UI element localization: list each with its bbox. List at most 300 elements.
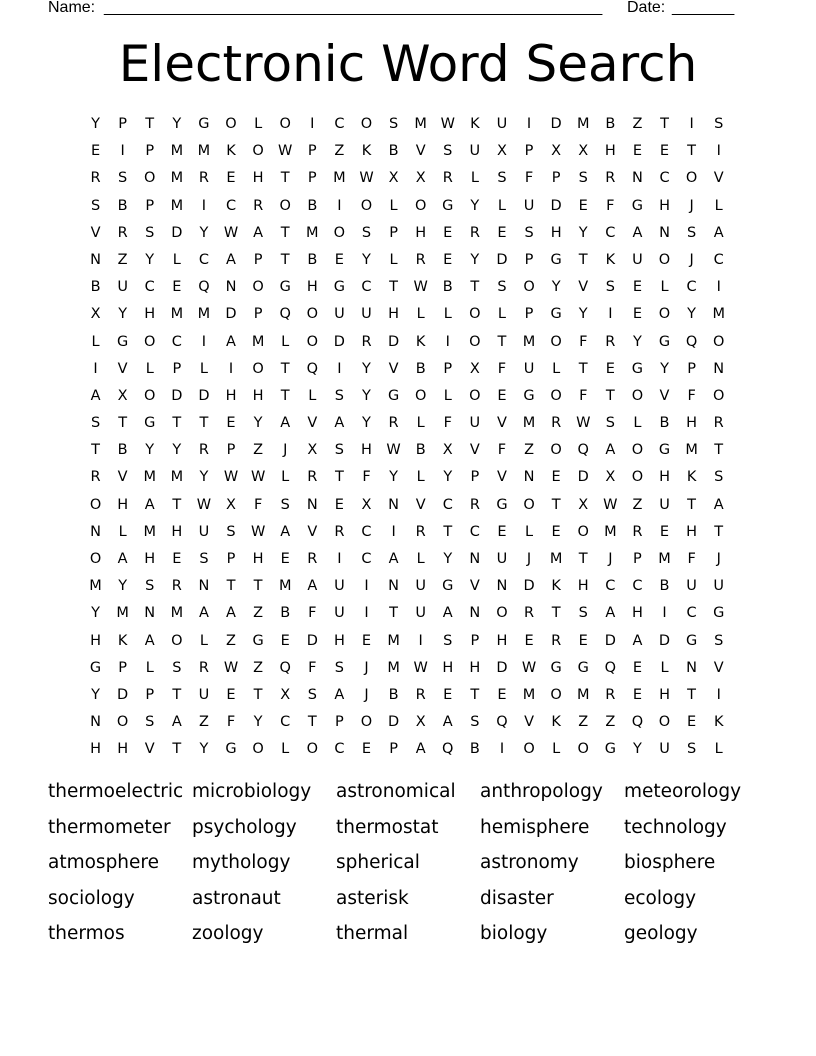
grid-cell[interactable]: L (660, 279, 669, 296)
grid-cell[interactable]: T (199, 415, 209, 432)
grid-cell[interactable]: L (714, 741, 723, 758)
grid-cell[interactable]: D (117, 686, 129, 703)
grid-cell[interactable]: E (605, 360, 615, 377)
grid-cell[interactable]: S (334, 659, 344, 676)
grid-cell[interactable]: R (605, 333, 616, 350)
grid-cell[interactable]: S (388, 116, 399, 132)
grid-cell[interactable]: Y (253, 714, 263, 731)
grid-cell[interactable]: M (685, 442, 698, 459)
grid-cell[interactable]: G (442, 197, 454, 214)
grid-cell[interactable]: B (90, 279, 101, 296)
grid-cell[interactable]: S (199, 551, 209, 567)
grid-cell[interactable]: A (605, 605, 616, 622)
grid-cell[interactable]: T (280, 224, 290, 241)
grid-cell[interactable]: T (578, 360, 588, 377)
grid-cell[interactable]: M (604, 523, 617, 540)
grid-cell[interactable]: V (415, 143, 426, 160)
grid-cell[interactable]: P (389, 741, 398, 758)
grid-cell[interactable]: O (712, 333, 725, 350)
grid-cell[interactable]: T (660, 116, 669, 132)
grid-cell[interactable]: S (443, 143, 453, 160)
grid-cell[interactable]: P (551, 170, 561, 187)
grid-cell[interactable]: Y (660, 360, 669, 377)
grid-cell[interactable]: P (687, 360, 696, 377)
grid-cell[interactable]: O (577, 741, 589, 758)
grid-cell[interactable]: B (415, 360, 426, 377)
grid-cell[interactable]: M (170, 143, 184, 160)
grid-cell[interactable]: H (659, 686, 670, 703)
grid-cell[interactable]: B (469, 741, 480, 758)
grid-cell[interactable]: L (552, 360, 561, 377)
grid-cell[interactable]: B (117, 442, 128, 459)
grid-cell[interactable]: L (552, 741, 561, 758)
grid-cell[interactable]: G (658, 442, 671, 459)
grid-cell[interactable]: O (631, 442, 644, 459)
grid-cell[interactable]: R (307, 469, 318, 486)
grid-cell[interactable]: Z (632, 116, 643, 132)
grid-cell[interactable]: D (333, 333, 345, 350)
grid-cell[interactable]: G (252, 632, 264, 649)
grid-cell[interactable]: V (307, 415, 318, 432)
grid-cell[interactable]: N (388, 496, 399, 513)
grid-cell[interactable]: Q (198, 279, 210, 296)
grid-cell[interactable]: M (522, 686, 536, 703)
grid-cell[interactable]: H (659, 197, 670, 214)
grid-cell[interactable]: C (280, 714, 291, 731)
grid-cell[interactable]: T (551, 605, 561, 622)
grid-cell[interactable]: M (170, 170, 184, 187)
grid-cell[interactable]: V (469, 578, 480, 595)
grid-cell[interactable]: L (416, 469, 425, 486)
grid-cell[interactable]: X (551, 143, 562, 160)
grid-cell[interactable]: B (415, 442, 426, 459)
grid-cell[interactable]: T (118, 415, 128, 432)
grid-cell[interactable]: P (226, 551, 236, 567)
grid-cell[interactable]: U (334, 306, 345, 323)
grid-cell[interactable]: V (578, 279, 589, 296)
grid-cell[interactable]: N (90, 523, 101, 540)
grid-cell[interactable]: H (469, 659, 481, 676)
grid-cell[interactable]: O (523, 496, 535, 513)
grid-cell[interactable]: O (144, 170, 156, 187)
grid-cell[interactable]: D (306, 632, 318, 649)
grid-cell[interactable]: F (687, 551, 696, 567)
grid-cell[interactable]: G (550, 659, 562, 676)
grid-cell[interactable]: L (145, 659, 154, 676)
grid-cell[interactable]: G (604, 741, 616, 758)
grid-cell[interactable]: L (470, 170, 479, 187)
grid-cell[interactable]: I (716, 686, 721, 703)
grid-cell[interactable]: M (170, 469, 184, 486)
grid-cell[interactable]: O (550, 333, 562, 350)
grid-cell[interactable]: V (469, 442, 480, 459)
grid-cell[interactable]: H (90, 741, 101, 758)
grid-cell[interactable]: O (550, 442, 562, 459)
grid-cell[interactable]: I (418, 632, 423, 649)
grid-cell[interactable]: T (91, 442, 100, 459)
grid-cell[interactable]: M (170, 197, 184, 214)
grid-cell[interactable]: G (198, 116, 210, 132)
grid-cell[interactable]: U (334, 605, 345, 622)
grid-cell[interactable]: H (496, 632, 508, 649)
grid-cell[interactable]: U (198, 686, 210, 703)
grid-cell[interactable]: H (415, 224, 427, 241)
grid-cell[interactable]: G (117, 333, 129, 350)
grid-cell[interactable]: E (659, 143, 670, 160)
grid-cell[interactable]: E (578, 197, 588, 214)
grid-cell[interactable]: Q (306, 360, 318, 377)
grid-cell[interactable]: W (196, 496, 212, 513)
grid-cell[interactable]: Y (118, 306, 128, 323)
grid-cell[interactable]: Q (685, 333, 698, 350)
grid-cell[interactable]: O (279, 116, 291, 132)
grid-cell[interactable]: O (171, 632, 183, 649)
grid-cell[interactable]: D (550, 197, 562, 214)
grid-cell[interactable]: A (442, 714, 453, 731)
grid-cell[interactable]: M (197, 143, 211, 160)
grid-cell[interactable]: L (389, 251, 398, 268)
grid-cell[interactable]: P (443, 360, 453, 377)
grid-cell[interactable]: U (496, 116, 508, 132)
grid-cell[interactable]: M (143, 523, 156, 540)
grid-cell[interactable]: R (361, 333, 372, 350)
grid-cell[interactable]: D (387, 333, 400, 350)
grid-cell[interactable]: L (254, 116, 263, 132)
grid-cell[interactable]: V (90, 224, 101, 241)
grid-cell[interactable]: S (714, 116, 724, 132)
grid-cell[interactable]: C (361, 551, 372, 567)
grid-cell[interactable]: X (226, 496, 236, 513)
grid-cell[interactable]: I (201, 333, 207, 350)
grid-cell[interactable]: Y (253, 415, 263, 432)
grid-cell[interactable]: Y (443, 469, 453, 486)
grid-cell[interactable]: O (333, 224, 346, 241)
grid-cell[interactable]: U (523, 197, 535, 214)
grid-cell[interactable]: M (116, 605, 129, 622)
grid-cell[interactable]: X (578, 496, 589, 513)
grid-cell[interactable]: L (416, 306, 425, 323)
grid-cell[interactable]: T (172, 415, 182, 432)
grid-cell[interactable]: G (333, 279, 346, 296)
grid-cell[interactable]: S (172, 659, 182, 676)
grid-cell[interactable]: E (632, 306, 642, 323)
grid-cell[interactable]: T (578, 551, 588, 567)
grid-cell[interactable]: O (360, 197, 373, 214)
grid-cell[interactable]: C (659, 170, 670, 187)
grid-cell[interactable]: Q (279, 306, 291, 323)
grid-cell[interactable]: O (306, 333, 318, 350)
grid-cell[interactable]: A (280, 415, 291, 432)
grid-cell[interactable]: D (387, 714, 400, 731)
grid-cell[interactable]: N (90, 251, 101, 268)
grid-cell[interactable]: L (118, 523, 127, 540)
grid-cell[interactable]: Y (470, 197, 480, 214)
grid-cell[interactable]: S (578, 605, 588, 622)
grid-cell[interactable]: T (172, 686, 182, 703)
grid-cell[interactable]: K (470, 116, 480, 132)
grid-cell[interactable]: U (659, 496, 670, 513)
grid-cell[interactable]: O (496, 605, 508, 622)
grid-cell[interactable]: M (387, 659, 400, 676)
grid-cell[interactable]: V (659, 387, 670, 404)
grid-cell[interactable]: N (144, 605, 156, 622)
grid-cell[interactable]: W (521, 659, 537, 676)
grid-cell[interactable]: U (361, 306, 372, 323)
grid-cell[interactable]: I (364, 605, 369, 622)
grid-cell[interactable]: B (307, 251, 318, 268)
grid-cell[interactable]: J (608, 551, 613, 567)
grid-cell[interactable]: U (686, 578, 697, 595)
grid-cell[interactable]: N (713, 360, 725, 377)
grid-cell[interactable]: C (198, 251, 209, 268)
grid-cell[interactable]: A (90, 387, 101, 404)
grid-cell[interactable]: R (415, 686, 426, 703)
grid-cell[interactable]: Y (145, 251, 155, 268)
grid-cell[interactable]: R (551, 415, 562, 432)
grid-cell[interactable]: V (117, 360, 128, 377)
grid-cell[interactable]: L (145, 360, 154, 377)
grid-cell[interactable]: N (659, 224, 670, 241)
grid-cell[interactable]: E (334, 251, 344, 268)
grid-cell[interactable]: I (93, 360, 98, 377)
grid-cell[interactable]: E (551, 523, 561, 540)
grid-cell[interactable]: T (578, 251, 588, 268)
grid-cell[interactable]: M (387, 632, 400, 649)
grid-cell[interactable]: F (362, 469, 371, 486)
grid-cell[interactable]: Y (199, 224, 209, 241)
grid-cell[interactable]: G (442, 578, 454, 595)
grid-cell[interactable]: V (713, 659, 724, 676)
grid-cell[interactable]: B (442, 279, 453, 296)
grid-cell[interactable]: D (171, 224, 183, 241)
grid-cell[interactable]: U (469, 143, 481, 160)
grid-cell[interactable]: N (469, 605, 481, 622)
grid-cell[interactable]: Y (172, 442, 182, 459)
grid-cell[interactable]: E (497, 523, 507, 540)
grid-cell[interactable]: N (496, 578, 508, 595)
grid-cell[interactable]: T (687, 686, 697, 703)
grid-cell[interactable]: H (333, 632, 345, 649)
grid-cell[interactable]: W (223, 659, 239, 676)
grid-cell[interactable]: L (199, 360, 208, 377)
grid-cell[interactable]: F (308, 659, 317, 676)
grid-cell[interactable]: E (280, 632, 290, 649)
grid-cell[interactable]: G (713, 605, 725, 622)
grid-cell[interactable]: I (364, 578, 369, 595)
grid-cell[interactable]: F (524, 170, 534, 187)
grid-cell[interactable]: J (689, 251, 694, 268)
grid-cell[interactable]: R (551, 632, 562, 649)
grid-cell[interactable]: W (440, 116, 455, 132)
grid-cell[interactable]: H (686, 523, 698, 540)
grid-cell[interactable]: T (687, 496, 697, 513)
grid-cell[interactable]: T (714, 523, 724, 540)
grid-cell[interactable]: N (388, 578, 399, 595)
grid-cell[interactable]: I (499, 741, 505, 758)
grid-cell[interactable]: T (389, 279, 398, 296)
grid-cell[interactable]: N (686, 659, 698, 676)
grid-cell[interactable]: H (388, 306, 400, 323)
grid-cell[interactable]: O (550, 686, 562, 703)
grid-cell[interactable]: E (280, 551, 290, 567)
grid-cell[interactable]: A (632, 224, 643, 241)
grid-cell[interactable]: I (445, 333, 450, 350)
grid-cell[interactable]: B (659, 578, 670, 595)
grid-cell[interactable]: R (632, 523, 643, 540)
grid-cell[interactable]: Y (389, 469, 398, 486)
grid-cell[interactable]: S (714, 632, 724, 649)
grid-cell[interactable]: W (223, 469, 239, 486)
grid-cell[interactable]: I (201, 197, 207, 214)
grid-cell[interactable]: M (712, 306, 725, 323)
grid-cell[interactable]: E (632, 279, 642, 296)
grid-cell[interactable]: E (659, 523, 670, 540)
grid-cell[interactable]: P (470, 469, 480, 486)
grid-cell[interactable]: Z (198, 714, 209, 731)
grid-cell[interactable]: Y (91, 116, 100, 132)
grid-cell[interactable]: R (90, 469, 101, 486)
grid-cell[interactable]: X (578, 143, 589, 160)
grid-cell[interactable]: E (226, 686, 236, 703)
grid-cell[interactable]: Z (605, 714, 616, 731)
grid-cell[interactable]: A (605, 442, 616, 459)
grid-cell[interactable]: C (334, 116, 345, 132)
grid-cell[interactable]: U (496, 551, 508, 567)
grid-cell[interactable]: E (443, 251, 453, 268)
grid-cell[interactable]: L (497, 306, 506, 323)
grid-cell[interactable]: O (523, 741, 535, 758)
grid-cell[interactable]: J (526, 551, 532, 567)
grid-cell[interactable]: P (226, 442, 236, 459)
grid-cell[interactable]: Y (578, 224, 588, 241)
grid-cell[interactable]: A (226, 251, 236, 268)
grid-cell[interactable]: Y (362, 251, 371, 268)
grid-cell[interactable]: O (306, 306, 318, 323)
grid-cell[interactable]: O (658, 306, 671, 323)
grid-cell[interactable]: U (117, 279, 128, 296)
grid-cell[interactable]: W (250, 523, 266, 540)
grid-cell[interactable]: E (551, 469, 561, 486)
grid-cell[interactable]: M (278, 578, 292, 595)
grid-cell[interactable]: R (90, 170, 101, 187)
grid-cell[interactable]: I (310, 116, 315, 132)
grid-cell[interactable]: Z (226, 632, 236, 649)
grid-cell[interactable]: D (496, 251, 508, 268)
grid-cell[interactable]: D (550, 116, 562, 132)
grid-cell[interactable]: E (334, 496, 344, 513)
grid-cell[interactable]: Z (253, 442, 264, 459)
grid-cell[interactable]: N (306, 496, 318, 513)
grid-cell[interactable]: Y (578, 306, 588, 323)
grid-cell[interactable]: J (364, 659, 369, 676)
grid-cell[interactable]: R (442, 170, 453, 187)
grid-cell[interactable]: O (414, 197, 427, 214)
grid-cell[interactable]: N (225, 279, 237, 296)
grid-cell[interactable]: R (334, 523, 345, 540)
grid-cell[interactable]: G (144, 415, 156, 432)
grid-cell[interactable]: C (144, 279, 155, 296)
grid-cell[interactable]: A (334, 686, 345, 703)
grid-cell[interactable]: D (225, 306, 237, 323)
grid-cell[interactable]: G (387, 387, 400, 404)
grid-cell[interactable]: E (361, 632, 372, 649)
grid-cell[interactable]: Q (631, 714, 644, 731)
grid-cell[interactable]: T (172, 496, 182, 513)
grid-cell[interactable]: O (252, 741, 264, 758)
grid-cell[interactable]: S (361, 224, 372, 241)
grid-cell[interactable]: S (90, 415, 101, 432)
grid-cell[interactable]: H (252, 551, 264, 567)
grid-cell[interactable]: L (199, 632, 208, 649)
grid-cell[interactable]: T (145, 116, 155, 132)
grid-cell[interactable]: D (577, 469, 589, 486)
grid-cell[interactable]: A (144, 632, 155, 649)
grid-cell[interactable]: C (469, 523, 480, 540)
grid-cell[interactable]: X (496, 143, 507, 160)
grid-cell[interactable]: M (414, 116, 427, 132)
grid-cell[interactable]: Y (470, 251, 480, 268)
grid-cell[interactable]: P (253, 306, 263, 323)
grid-cell[interactable]: K (551, 714, 561, 731)
grid-cell[interactable]: Y (362, 360, 371, 377)
name-field-line[interactable]: ________________________________________________________ (104, 0, 603, 16)
grid-cell[interactable]: E (687, 714, 697, 731)
grid-cell[interactable]: R (713, 415, 724, 432)
grid-cell[interactable]: G (658, 333, 671, 350)
grid-cell[interactable]: B (117, 197, 128, 214)
grid-cell[interactable]: J (689, 197, 694, 214)
grid-cell[interactable]: O (306, 741, 318, 758)
grid-cell[interactable]: S (145, 224, 155, 241)
grid-cell[interactable]: S (578, 170, 588, 187)
grid-cell[interactable]: W (223, 224, 239, 241)
grid-cell[interactable]: Q (604, 659, 617, 676)
grid-cell[interactable]: R (198, 442, 209, 459)
grid-cell[interactable]: U (198, 523, 210, 540)
grid-cell[interactable]: O (225, 116, 237, 132)
grid-cell[interactable]: E (632, 686, 642, 703)
grid-cell[interactable]: U (713, 578, 725, 595)
grid-cell[interactable]: V (713, 170, 724, 187)
grid-cell[interactable]: T (280, 170, 290, 187)
grid-cell[interactable]: O (469, 306, 481, 323)
grid-cell[interactable]: X (90, 306, 101, 323)
grid-cell[interactable]: T (253, 686, 263, 703)
grid-cell[interactable]: G (550, 306, 562, 323)
grid-cell[interactable]: W (386, 442, 401, 459)
grid-cell[interactable]: O (523, 279, 535, 296)
grid-cell[interactable]: S (145, 714, 155, 731)
grid-cell[interactable]: W (413, 279, 428, 296)
grid-cell[interactable]: U (523, 360, 535, 377)
grid-cell[interactable]: E (90, 143, 101, 160)
grid-cell[interactable]: Z (253, 659, 264, 676)
grid-cell[interactable]: C (713, 251, 724, 268)
grid-cell[interactable]: P (118, 659, 128, 676)
grid-cell[interactable]: N (90, 714, 101, 731)
grid-cell[interactable]: S (443, 632, 453, 649)
grid-cell[interactable]: A (253, 224, 264, 241)
grid-cell[interactable]: H (171, 523, 183, 540)
grid-cell[interactable]: P (145, 686, 155, 703)
grid-cell[interactable]: D (604, 632, 616, 649)
grid-cell[interactable]: I (337, 360, 342, 377)
grid-cell[interactable]: G (685, 632, 698, 649)
grid-cell[interactable]: S (145, 578, 155, 595)
grid-cell[interactable]: E (172, 551, 182, 567)
grid-cell[interactable]: S (307, 686, 317, 703)
grid-cell[interactable]: Y (687, 306, 697, 323)
